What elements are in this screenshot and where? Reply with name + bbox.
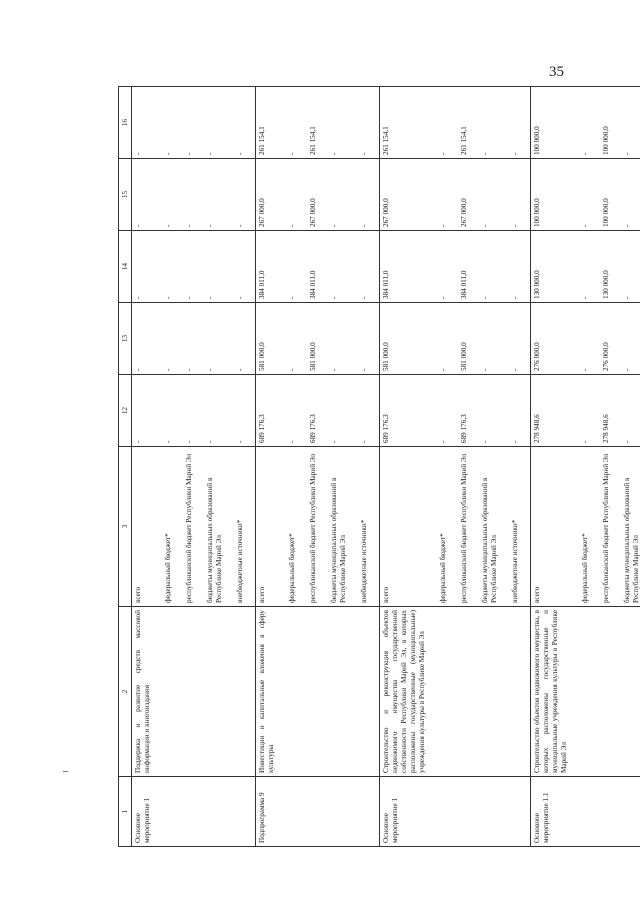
table-row — [286, 87, 307, 847]
cell-c15: 267 000,0 — [307, 159, 328, 231]
cell-c14: - — [358, 231, 380, 303]
cell-c2 — [204, 607, 234, 777]
cell-c2: Поддержка и развитие средств массовой информации и книгоиздания — [132, 607, 163, 777]
cell-c13: 276 000,0 — [531, 303, 580, 375]
table-row — [234, 87, 256, 847]
table-row — [162, 87, 183, 847]
cell-c16: - — [162, 87, 183, 159]
table-row — [509, 87, 531, 847]
table-row — [437, 87, 458, 847]
cell-c1 — [579, 777, 600, 847]
table-body — [132, 87, 640, 847]
cell-c14: - — [437, 231, 458, 303]
cell-c16: 261 154,1 — [458, 87, 479, 159]
cell-c13: - — [479, 303, 509, 375]
cell-c13: 276 000,0 — [600, 303, 621, 375]
cell-c2 — [307, 607, 328, 777]
cell-c3: бюджеты муниципальных образований в Республике Марий Эл — [328, 447, 358, 607]
cell-c13: - — [162, 303, 183, 375]
cell-c1 — [328, 777, 358, 847]
cell-c14: - — [621, 231, 640, 303]
cell-c1 — [358, 777, 380, 847]
cell-c13: - — [204, 303, 234, 375]
cell-c1 — [286, 777, 307, 847]
cell-c3: внебюджетные источники* — [358, 447, 380, 607]
cell-c12: 689 176,3 — [256, 375, 287, 447]
cell-c2 — [509, 607, 531, 777]
cell-c16: 261 154,1 — [307, 87, 328, 159]
cell-c14: - — [479, 231, 509, 303]
cell-c14: 384 011,0 — [256, 231, 287, 303]
cell-c15: 267 000,0 — [256, 159, 287, 231]
cell-c2 — [479, 607, 509, 777]
table-row — [600, 87, 621, 847]
cell-c2 — [600, 607, 621, 777]
cell-c16: 261 154,1 — [380, 87, 438, 159]
cell-c13: 581 000,0 — [307, 303, 328, 375]
table-row — [621, 87, 640, 847]
cell-c2 — [437, 607, 458, 777]
col-header-1: 1 — [119, 777, 132, 847]
cell-c2 — [183, 607, 204, 777]
cell-c13: - — [183, 303, 204, 375]
cell-c14: 384 011,0 — [458, 231, 479, 303]
cell-c12: 278 948,6 — [531, 375, 580, 447]
header-row — [119, 87, 132, 847]
cell-c1 — [458, 777, 479, 847]
cell-c1 — [479, 777, 509, 847]
cell-c3: бюджеты муниципальных образований в Республике Марий Эл — [204, 447, 234, 607]
cell-c2: Инвестиции и капитальные вложения в сферу культуры — [256, 607, 287, 777]
cell-c14: 130 000,0 — [531, 231, 580, 303]
cell-c1 — [621, 777, 640, 847]
table-row — [132, 87, 163, 847]
cell-c15: - — [358, 159, 380, 231]
cell-c13: - — [328, 303, 358, 375]
cell-c16: - — [479, 87, 509, 159]
cell-c1: Основное мероприятие 1.1 — [531, 777, 580, 847]
cell-c12: 689 176,3 — [458, 375, 479, 447]
cell-c16: - — [132, 87, 163, 159]
cell-c15: - — [183, 159, 204, 231]
cell-c14: - — [328, 231, 358, 303]
cell-c1 — [234, 777, 256, 847]
table-row — [204, 87, 234, 847]
cell-c1 — [509, 777, 531, 847]
cell-c2 — [579, 607, 600, 777]
cell-c15: - — [437, 159, 458, 231]
cell-c16: - — [286, 87, 307, 159]
cell-c14: 130 000,0 — [600, 231, 621, 303]
cell-c14: - — [286, 231, 307, 303]
cell-c12: - — [183, 375, 204, 447]
cell-c16: - — [183, 87, 204, 159]
cell-c14: - — [132, 231, 163, 303]
cell-c13: - — [132, 303, 163, 375]
cell-c12: - — [509, 375, 531, 447]
cell-c15: - — [579, 159, 600, 231]
col-header-14: 14 — [119, 231, 132, 303]
cell-c13: - — [286, 303, 307, 375]
cell-c14: - — [204, 231, 234, 303]
cell-c14: 384 011,0 — [307, 231, 328, 303]
cell-c12: 689 176,3 — [380, 375, 438, 447]
cell-c1: Основное мероприятие 1 — [132, 777, 163, 847]
cell-c15: 100 000,0 — [600, 159, 621, 231]
cell-c3: бюджеты муниципальных образований в Республике Марий Эл — [621, 447, 640, 607]
table-row — [183, 87, 204, 847]
cell-c3: федеральный бюджет* — [286, 447, 307, 607]
cell-c14: - — [509, 231, 531, 303]
cell-c2 — [458, 607, 479, 777]
cell-c15: - — [162, 159, 183, 231]
cell-c15: - — [286, 159, 307, 231]
cell-c3: бюджеты муниципальных образований в Республике Марий Эл — [479, 447, 509, 607]
cell-c2 — [234, 607, 256, 777]
cell-c13: 581 000,0 — [380, 303, 438, 375]
cell-c12: 278 948,6 — [600, 375, 621, 447]
cell-c16: 100 000,0 — [600, 87, 621, 159]
cell-c1 — [183, 777, 204, 847]
cell-c16: 261 154,1 — [256, 87, 287, 159]
cell-c3: внебюджетные источники* — [509, 447, 531, 607]
cell-c12: - — [132, 375, 163, 447]
cell-c16: - — [509, 87, 531, 159]
cell-c16: - — [204, 87, 234, 159]
cell-c16: 100 000,0 — [531, 87, 580, 159]
cell-c14: - — [183, 231, 204, 303]
cell-c12: - — [162, 375, 183, 447]
cell-c12: - — [358, 375, 380, 447]
col-header-13: 13 — [119, 303, 132, 375]
cell-c12: - — [479, 375, 509, 447]
cell-c3: федеральный бюджет* — [437, 447, 458, 607]
cell-c14: - — [579, 231, 600, 303]
cell-c3: всего — [380, 447, 438, 607]
cell-c15: - — [621, 159, 640, 231]
col-header-16: 16 — [119, 87, 132, 159]
cell-c15: 100 000,0 — [531, 159, 580, 231]
rotated-table-container — [118, 87, 640, 847]
cell-c2 — [286, 607, 307, 777]
cell-c14: - — [234, 231, 256, 303]
col-header-12: 12 — [119, 375, 132, 447]
cell-c12: - — [328, 375, 358, 447]
cell-c3: федеральный бюджет* — [162, 447, 183, 607]
cell-c13: - — [579, 303, 600, 375]
table-row — [458, 87, 479, 847]
cell-c1: Основное мероприятие 1 — [380, 777, 438, 847]
col-header-2: 2 — [119, 607, 132, 777]
cell-c2 — [358, 607, 380, 777]
table-row — [256, 87, 287, 847]
cell-c12: 689 176,3 — [307, 375, 328, 447]
scan-mark — [63, 771, 68, 772]
cell-c2 — [328, 607, 358, 777]
cell-c13: - — [509, 303, 531, 375]
cell-c3: федеральный бюджет* — [579, 447, 600, 607]
cell-c12: - — [286, 375, 307, 447]
cell-c1 — [307, 777, 328, 847]
col-header-15: 15 — [119, 159, 132, 231]
cell-c13: 581 000,0 — [256, 303, 287, 375]
cell-c2: Строительство объектов недвижимого имущества, в которых расположены государственные и муниципальные учреждения культуры в Республике Марий Эл — [531, 607, 580, 777]
cell-c15: - — [132, 159, 163, 231]
cell-c3: всего — [132, 447, 163, 607]
cell-c15: - — [509, 159, 531, 231]
cell-c12: - — [437, 375, 458, 447]
cell-c16: - — [234, 87, 256, 159]
cell-c13: - — [621, 303, 640, 375]
cell-c3: всего — [256, 447, 287, 607]
cell-c2: Строительство и реконструкция объектов недвижимого имущества государственной собственности Республики Марий Эл, в которых расположены государственные (муниципальные) учреждения культуры в Республике Марий Эл — [380, 607, 438, 777]
cell-c13: 581 000,0 — [458, 303, 479, 375]
table-row — [380, 87, 438, 847]
cell-c1 — [204, 777, 234, 847]
cell-c15: - — [234, 159, 256, 231]
cell-c16: - — [328, 87, 358, 159]
col-header-3: 3 — [119, 447, 132, 607]
cell-c15: - — [328, 159, 358, 231]
cell-c1: Подпрограмма 9 — [256, 777, 287, 847]
cell-c3: внебюджетные источники* — [234, 447, 256, 607]
cell-c16: - — [579, 87, 600, 159]
cell-c1 — [162, 777, 183, 847]
cell-c16: - — [437, 87, 458, 159]
cell-c14: 384 011,0 — [380, 231, 438, 303]
cell-c2 — [621, 607, 640, 777]
cell-c16: - — [621, 87, 640, 159]
cell-c12: - — [234, 375, 256, 447]
cell-c16: - — [358, 87, 380, 159]
table-row — [358, 87, 380, 847]
cell-c14: - — [162, 231, 183, 303]
cell-c3: республиканский бюджет Республики Марий Эл — [600, 447, 621, 607]
table-row — [479, 87, 509, 847]
cell-c12: - — [204, 375, 234, 447]
cell-c3: республиканский бюджет Республики Марий Эл — [307, 447, 328, 607]
cell-c12: - — [579, 375, 600, 447]
cell-c3: всего — [531, 447, 580, 607]
table-row — [579, 87, 600, 847]
cell-c1 — [600, 777, 621, 847]
table-row — [307, 87, 328, 847]
cell-c13: - — [234, 303, 256, 375]
cell-c15: - — [204, 159, 234, 231]
cell-c13: - — [437, 303, 458, 375]
cell-c15: 267 000,0 — [458, 159, 479, 231]
cell-c15: 267 000,0 — [380, 159, 438, 231]
cell-c12: - — [621, 375, 640, 447]
cell-c15: - — [479, 159, 509, 231]
cell-c2 — [162, 607, 183, 777]
cell-c3: республиканский бюджет Республики Марий Эл — [183, 447, 204, 607]
page-number: 35 — [549, 64, 564, 80]
cell-c1 — [437, 777, 458, 847]
cell-c13: - — [358, 303, 380, 375]
funding-table — [118, 86, 640, 847]
table-row — [531, 87, 580, 847]
cell-c3: республиканский бюджет Республики Марий Эл — [458, 447, 479, 607]
table-row — [328, 87, 358, 847]
